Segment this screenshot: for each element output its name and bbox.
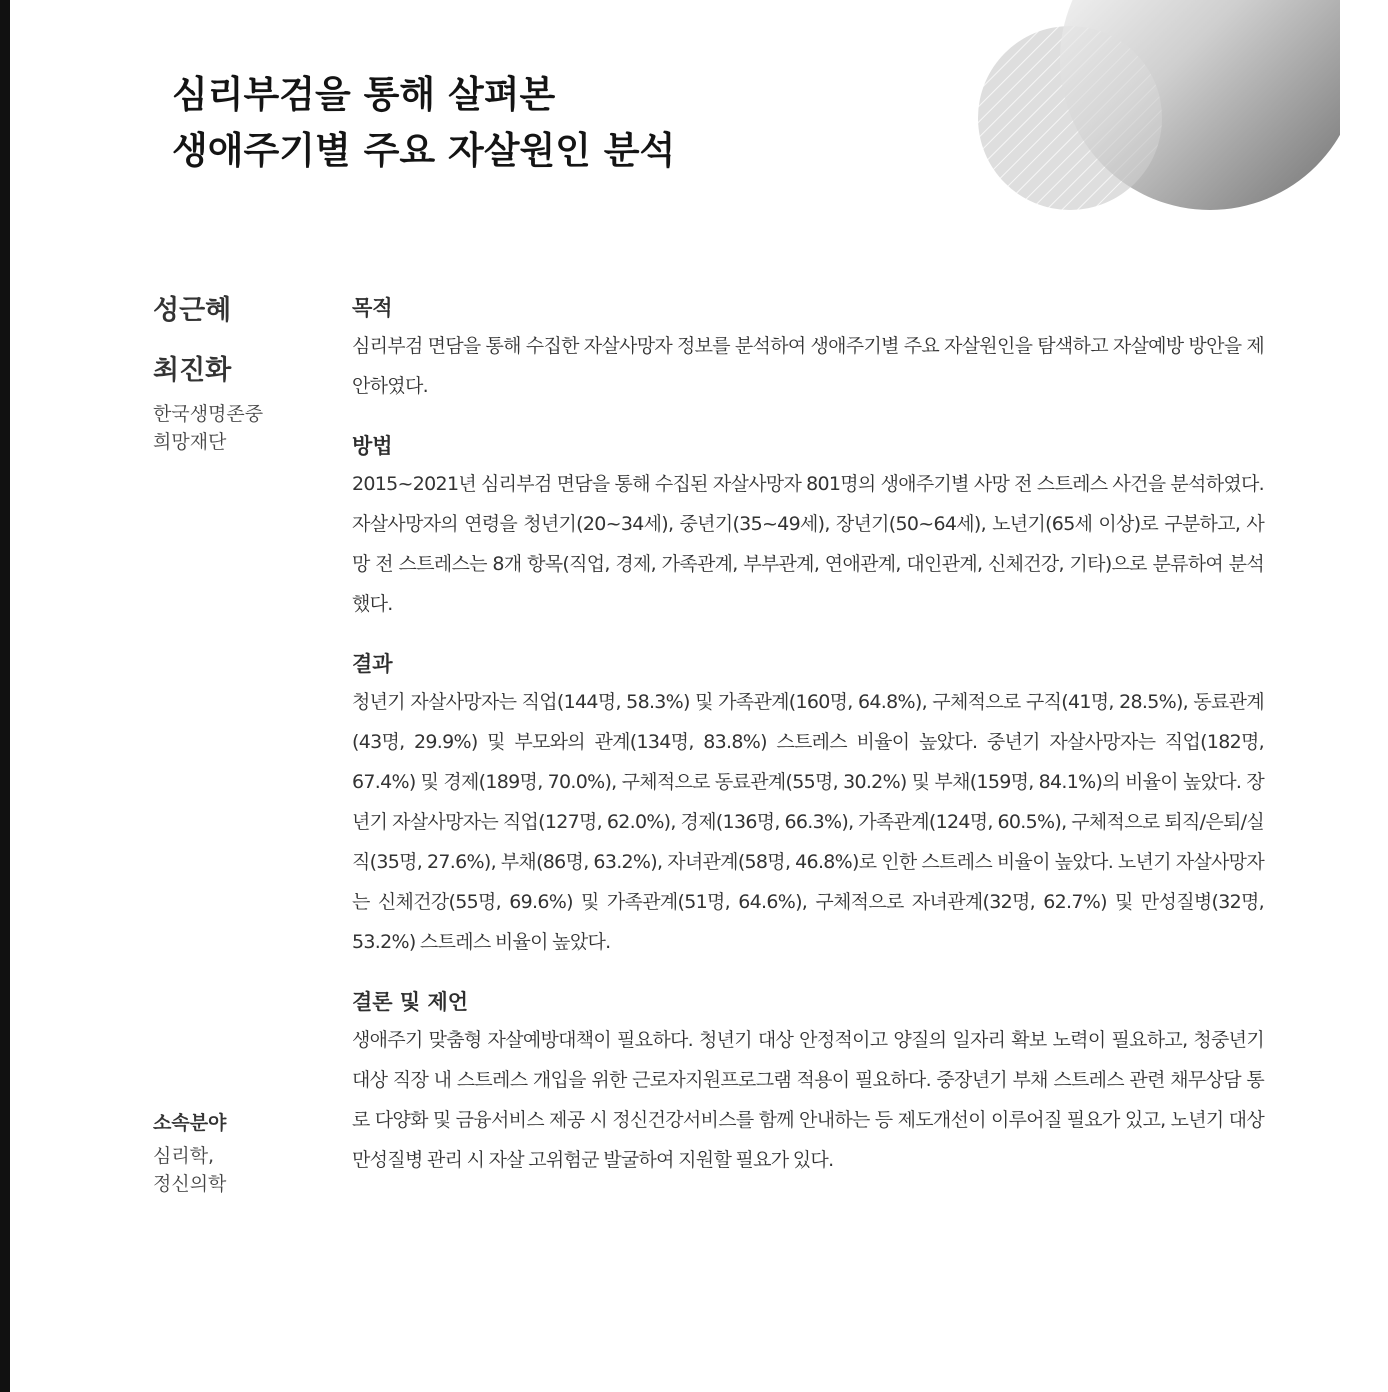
section-results bbox=[352, 646, 1264, 962]
section-body: 심리부검 면담을 통해 수집한 자살사망자 정보를 분석하여 생애주기별 주요 자살원인을 탐색하고 자살예방 방안을 제안하였다. bbox=[352, 335, 1264, 397]
affiliation-line-1: 한국생명존중 bbox=[153, 403, 264, 425]
page-title bbox=[172, 66, 675, 178]
affiliation-line-2: 희망재단 bbox=[153, 431, 227, 453]
author-block bbox=[153, 292, 323, 456]
section-conclusion bbox=[352, 984, 1264, 1180]
title-line-1: 심리부검을 통해 살펴본 bbox=[172, 72, 556, 116]
author-name: 최진화 bbox=[153, 355, 232, 386]
decorative-circles bbox=[960, 0, 1340, 230]
field-values bbox=[153, 1142, 323, 1198]
section-body: 2015~2021년 심리부검 면담을 통해 수집된 자살사망자 801명의 생애주기별 사망 전 스트레스 사건을 분석하였다. 자살사망자의 연령을 청년기(20~34세), 중년기(35~49세), 장년기(50~64세), 노년기(65세 이상)로 구분하고, 사망 전 스트레스는 8개 항목(직업, 경제, 가족관계, 부부관계, 연애관계, 대인관계, 신체건강, 기타)으로 분류하여 분석했다. bbox=[352, 473, 1264, 615]
section-heading: 결과 bbox=[352, 652, 393, 676]
section-method bbox=[352, 428, 1264, 624]
section-body: 생애주기 맞춤형 자살예방대책이 필요하다. 청년기 대상 안정적이고 양질의 일자리 확보 노력이 필요하고, 청중년기 대상 직장 내 스트레스 개입을 위한 근로자지원프로그램 적용이 필요하다. 중장년기 부채 스트레스 관련 채무상담 통로 다양화 및 금융서비스 제공 시 정신건강서비스를 함께 안내하는 등 제도개선이 이루어질 필요가 있고, 노년기 대상 만성질병 관리 시 자살 고위험군 발굴하여 지원할 필요가 있다. bbox=[352, 1029, 1264, 1171]
field-label: 소속분야 bbox=[153, 1112, 227, 1134]
field-value: 정신의학 bbox=[153, 1173, 227, 1195]
abstract-content bbox=[352, 290, 1264, 1202]
section-heading: 목적 bbox=[352, 296, 393, 320]
field-block bbox=[153, 1108, 323, 1198]
section-heading: 결론 및 제언 bbox=[352, 990, 469, 1014]
left-edge-bar bbox=[0, 0, 10, 1392]
author-affiliation bbox=[153, 400, 323, 456]
author-name: 성근혜 bbox=[153, 295, 232, 326]
section-purpose bbox=[352, 290, 1264, 406]
title-line-2: 생애주기별 주요 자살원인 분석 bbox=[172, 128, 676, 172]
section-heading: 방법 bbox=[352, 434, 393, 458]
section-body: 청년기 자살사망자는 직업(144명, 58.3%) 및 가족관계(160명, 64.8%), 구체적으로 구직(41명, 28.5%), 동료관계(43명, 29.9%) 및 부모와의 관계(134명, 83.8%) 스트레스 비율이 높았다. 중년기 자살사망자는 직업(182명, 67.4%) 및 경제(189명, 70.0%), 구체적으로 동료관계(55명, 30.2%) 및 부채(159명, 84.1%)의 비율이 높았다. 장년기 자살사망자는 직업(127명, 62.0%), 경제(136명, 66.3%), 가족관계(124명, 60.5%), 구체적으로 퇴직/은퇴/실직(35명, 27.6%), 부채(86명, 63.2%), 자녀관계(58명, 46.8%)로 인한 스트레스 비율이 높았다. 노년기 자살사망자는 신체건강(55명, 69.6%) 및 가족관계(51명, 64.6%), 구체적으로 자녀관계(32명, 62.7%) 및 만성질병(32명, 53.2%) 스트레스 비율이 높았다. bbox=[352, 691, 1264, 953]
field-value: 심리학, bbox=[153, 1145, 215, 1167]
